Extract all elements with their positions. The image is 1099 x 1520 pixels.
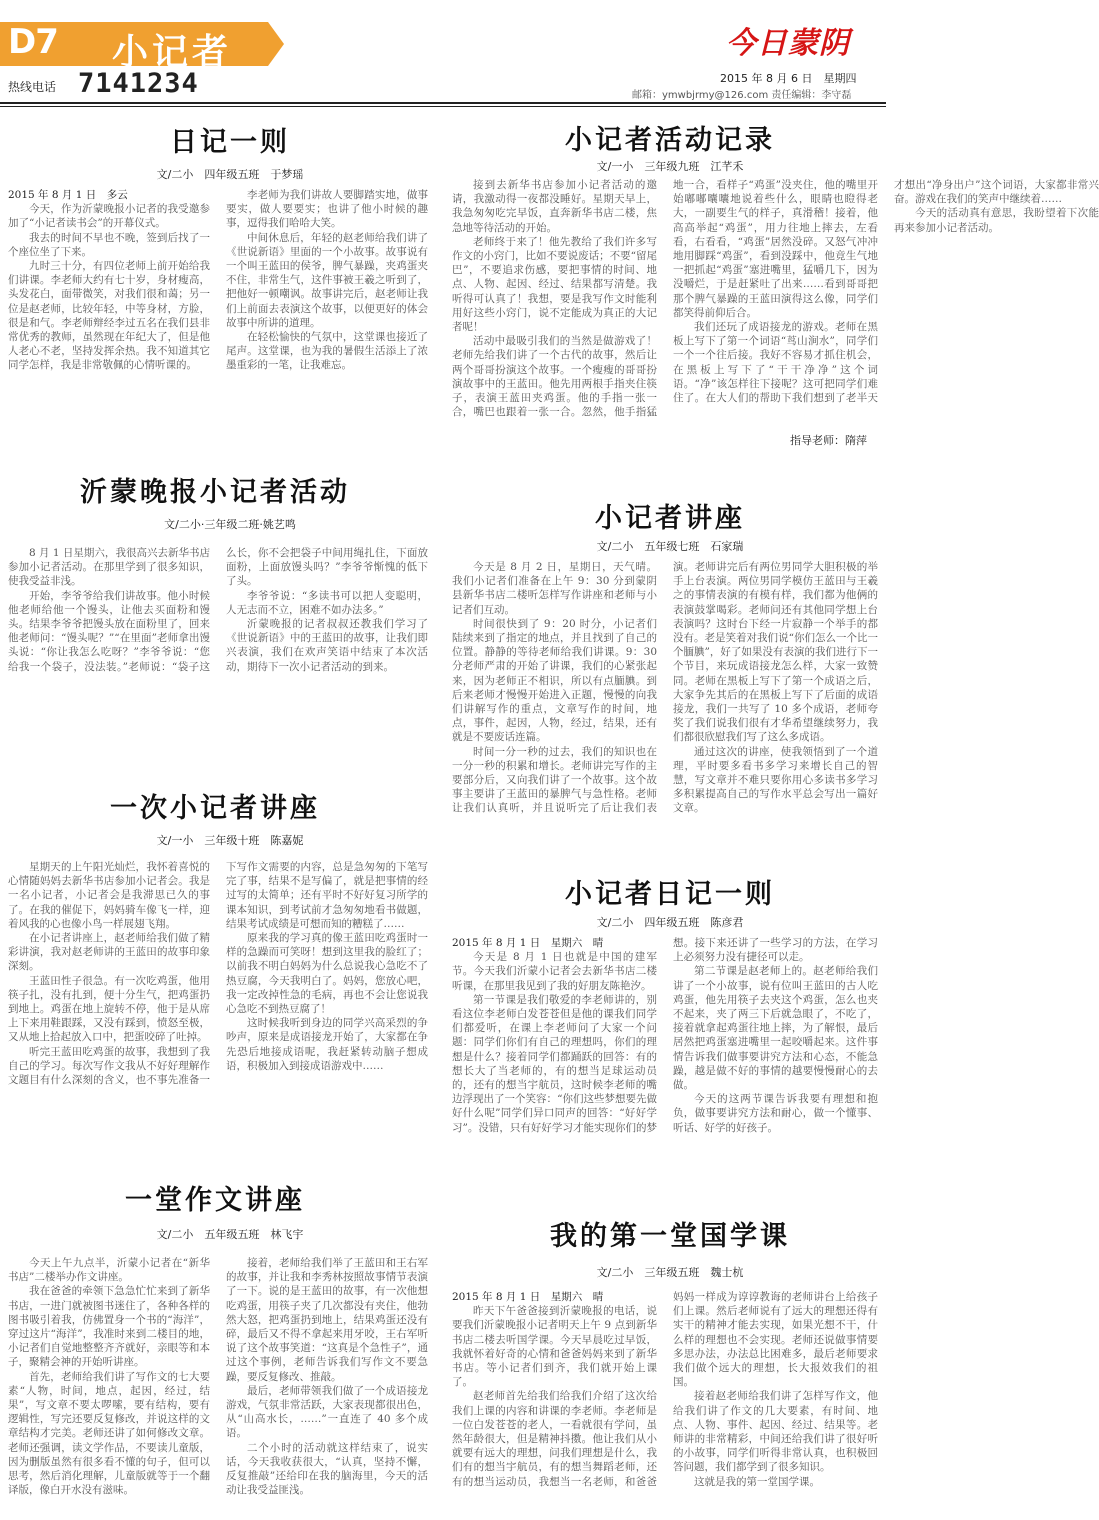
- paragraph: 我在爸爸的牵领下急急忙忙来到了新华书店，一进门就被图书迷住了，各种各样的图书吸引着我，仿佛置身一个书的“海洋”，穿过这片“海洋”，我准时来到二楼目的地，小记者们自觉地整整齐齐就好，亲眼等和本子，聚精会神的开始听讲座。: [8, 1285, 210, 1369]
- section-title: 小记者: [112, 32, 233, 73]
- paragraph: 今天上午九点半，沂蒙小记者在“新华书店”二楼举办作文讲座。: [8, 1257, 210, 1284]
- paragraph: 第二节课是赵老师上的。赵老师给我们讲了一个小故事，说有位叫王蓝田的古人吃鸡蛋，他先用筷子去夹这个鸡蛋，怎么也夹不起来，夹了两三下后就急眼了，不吃了，接着就拿起鸡蛋往地上摔，为了解恨，最后居然把鸡蛋塞进嘴里一起咬嚼起来。这件事情告诉我们做事要讲究方法和心态，不能急躁，越是做不好的事情的越要慢慢耐心的去做。: [673, 965, 878, 1092]
- paragraph: 接着，老师给我们举了王蓝田和王右军的故事，并让我和李秀林按照故事情节表演了一下。说的是王蓝田的故事，有一次他想吃鸡蛋，用筷子夹了几次都没有夹住，他勃然大怒，把鸡蛋扔到地上，结果鸡蛋还没有碎，最后又不得不拿起来用牙咬，王右军听说了这个故事笑道：“这真是个急性子”，通过这个事例，老师告诉我们写作文不要急躁，要反复修改、推敲。: [226, 1257, 428, 1383]
- paragraph: 通过这次的讲座，使我领悟到了一个道理，平时要多看书多学习来增长自己的智慧，写文章并不难只要你用心多读书多学习多积累提高自己的写作水平总会写出一篇好文章。: [673, 745, 878, 815]
- paragraph: 在轻松愉快的气氛中，这堂课也接近了尾声。这堂课，也为我的暑假生活添上了浓墨重彩的一笔，让我难忘。: [226, 331, 428, 372]
- paragraph: 王蓝田性子很急。有一次吃鸡蛋，他用筷子扎，没有扎到，便十分生气，把鸡蛋扔到地上。鸡蛋在地上旋转不停，他于是从席上下来用鞋跟踩，又没有踩到，愤怒至极，又从地上拾起放入口中，把蛋咬碎了吐掉。: [8, 974, 210, 1044]
- article-byline: 文/二小 四年级五班 陈彦君: [596, 916, 744, 929]
- paragraph: 活动中最吸引我们的当然是做游戏了！老师先给我们讲了一个古代的故事，然后让两个哥哥扮演这个故事。一个瘦瘦的哥哥扮演故事中的王蓝田。他先用两根手指夹住筷子，表演王蓝田夹鸡蛋。他的手指一张一合，嘴巴也跟着一张一合。忽然，他手指猛地一合，看样子“鸡蛋”没夹住，他的嘴里开始嘟嘟囔囔地说着些什么，眼睛也瞪得老大，一副要生气的样子，真滑稽！接着，他高高举起“鸡蛋”，用力往地上摔去，左看看，右看看，“鸡蛋”居然没碎。又怒气冲冲地用脚踩“鸡蛋”，看到没踩中，他竟生气地一把抓起“鸡蛋”塞进嘴里，猛嚼几下，因为没嚼烂，于是赶紧吐了出来……看到哥哥把那个脾气暴躁的王蓝田演得这么像，同学们都笑得前仰后合。: [452, 179, 878, 419]
- paragraph: 时间很快到了 9：20 时分，小记者们陆续来到了指定的地点，并且找到了自己的位置。静静的等待老师给我们讲课。9：30 分老师严肃的开始了讲课，我们的心紧张起来，因为老师正不相识，所以有点腼腆。到后来老师才慢慢开始进入正题，慢慢的向我们讲解写作的重点，文章写作的时间，地点，事件，起因，人物，经过，结果，还有就是不要废话连篇。: [452, 617, 657, 744]
- article-title: 日记一则: [170, 127, 290, 158]
- paragraph: 首先，老师给我们讲了写作文的七大要素“人物，时间，地点，起因，经过，结果”，写文章不要太啰嗦，要有结构，要有逻辑性，写完还要反复修改，并说这样的文章结构才完美。老师还讲了如何修改文章。老师还强调，读文学作品，不要读儿童版，因为删版虽然有很多看不懂的句子，但可以思考，然后消化理解，儿童版就等于一个翻译版，像白开水没有滋味。: [8, 1370, 210, 1497]
- paragraph: 赵老师首先给我们给我们介绍了这次给我们上课的内容和讲课的李老师。李老师是一位白发苍苍的老人，一看就很有学问，虽然年龄很大，但是精神抖擞。他让我们从小就要有远大的理想，问我们理想是什么，我们有的想当宇航员，有的想当舞蹈老师，还有的想当运动员，我想当一名老师，和爸爸妈妈一样成为谆谆教诲的老师讲台上给孩子们上课。然后老师说有了远大的理想还得有实干的精神才能去实现，如果光想不干，什么样的理想也不会实现。老师还说做事情要多思办法，办法总比困难多，最后老师要求我们做个远大的理想，长大报效我们的祖国。: [452, 1291, 878, 1488]
- article-byline: 文/一小 三年级九班 江芊禾: [596, 160, 744, 173]
- paragraph: 2015 年 8 月 1 日 星期六 晴: [452, 937, 604, 949]
- newspaper-logo: 今日蒙阴: [726, 26, 850, 61]
- paragraph: 最后，老师带领我们做了一个成语接龙游戏，气氛非常活跃，大家表现都很出色，从“山高水长，……”一直连了 40 多个成语。: [226, 1384, 428, 1440]
- paragraph: 我去的时间不早也不晚，签到后找了一个座位坐了下来。: [8, 231, 210, 258]
- article-title: 沂蒙晚报小记者活动: [80, 477, 350, 508]
- paragraph: 2015 年 8 月 1 日 多云: [8, 189, 128, 201]
- paragraph: 时间一分一秒的过去，我们的知识也在一分一秒的积累和增长。老师讲完写作的主要部分后，又向我们讲了一个故事。这个故事主要讲了王蓝田的暴脾气与急性格。老师让我们认真听，并且说听完了后让我们表演。老师讲完后有两位男同学大胆积极的举手上台表演。两位男同学模仿王蓝田与王羲之的事情表演的有模有样，我们都为他俩的表演鼓掌喝彩。老师问还有其他同学想上台表演吗？这时台下经一片寂静一个举手的都没有。老是笑着对我们说“你们怎么一个比一个腼腆”，好了如果没有表演的我们进行下一个节目，来玩成语接龙怎么样，大家一致赞同。老师在黑板上写下了第一个成语之后，大家争先其后的在黑板上写下了后面的成语接龙，我们一共写了 10 多个成语，老师夸奖了我们说我们很有才华希望继续努力，我们都很欣慰我们写了这么多成语。: [452, 561, 878, 815]
- paragraph: 今天是 8 月 1 日也就是中国的建军节。今天我们沂蒙小记者会去新华书店二楼听课，在那里我见到了我的好朋友陈艳汐。: [452, 951, 657, 992]
- hotline-number: 7141234: [78, 68, 199, 99]
- paragraph: 接着赵老师给我们讲了怎样写作文，他给我们讲了作文的几大要素，有时间、地点、人物、事件、起因、经过、结果等。老师讲的非常精彩，中间还给我们讲了很好听的小故事，同学们听得非常认真，也积极回答问题，我们都学到了很多知识。: [673, 1390, 878, 1474]
- article-byline: 文/一小 三年级十班 陈嘉妮: [156, 834, 304, 847]
- article-body: [8, 188, 428, 408]
- paragraph: 我们还玩了成语接龙的游戏。老师在黑板上写下了第一个词语“茑山涧水”，同学们一个一个往后接。我好不容易才抓住机会，在黑板上写下了“干干净净”这个词语。“净”该怎样往下接呢？这可把同学们难住了。在大人们的帮助下我们想到了老半天才想出“净身出户”这个词语，大家都非常兴奋。游戏在我们的笑声中继续着……: [673, 179, 1099, 405]
- paragraph: 听完王蓝田吃鸡蛋的故事，我想到了我自己的学习。每次写作文我从不好好理解作文题目有什么深刻的含义，也不事先准备一下写作文需要的内容，总是急匆匆的下笔写完了事，结果不是写偏了，就是把事情的经过写的太简单；还有平时不好好复习所学的课本知识，到考试前才急匆匆地看书做题，结果考试成绩是可想而知的糟糕了……: [8, 861, 428, 1087]
- paragraph: 这就是我的第一堂国学课。: [694, 1475, 820, 1488]
- paragraph: 昨天下午爸爸接到沂蒙晚报的电话，说要我们沂蒙晚报小记者明天上午 9 点到新华书店二楼去听国学课。今天早晨吃过早饭，我就怀着好奇的心情和爸爸妈妈来到了新华书店。等小记者们到齐，我们就开始上课了。: [452, 1305, 657, 1389]
- article-title: 小记者日记一则: [565, 879, 775, 910]
- paragraph: 原来我的学习真的像王蓝田吃鸡蛋时一样的急躁而可笑呀！想到这里我的脸红了；以前我不明白妈妈为什么总说我心急吃不了热豆腐，今天我明白了。妈妈，您放心吧，我一定改掉性急的毛病，再也不会让您说我心急吃不到热豆腐了！: [226, 932, 428, 1016]
- article-title: 小记者活动记录: [565, 125, 775, 156]
- article-byline: 文/二小 三年级五班 魏士杭: [596, 1266, 744, 1279]
- article-byline: 文/二小 四年级五班 于梦瑶: [156, 168, 304, 181]
- paragraph: 这时候我听到身边的同学兴高采烈的争吵声，原来是成语接龙开始了，大家都在争先恐后地接成语呢，我赶紧转动脑子想成语，积极加入到接成语游戏中……: [226, 1017, 428, 1072]
- masthead-rule: [0, 102, 886, 104]
- paragraph: 今天，作为沂蒙晚报小记者的我受邀参加了“小记者读书会”的开幕仪式。: [8, 203, 210, 230]
- article-title: 小记者讲座: [595, 503, 745, 534]
- article-title: 我的第一堂国学课: [550, 1221, 790, 1252]
- article-body: [452, 178, 1099, 426]
- paragraph: 今天是 8 月 2 日，星期日，天气晴。我们小记者们准备在上午 9：30 分到蒙阴县新华书店二楼听怎样写作讲座和老师与小记者们互动。: [452, 561, 657, 616]
- paragraph: 李爷爷说：“多读书可以把人变聪明，人无志而不立，困难不如办法多。”: [226, 589, 428, 616]
- paragraph: 8 月 1 日星期六，我很高兴去新华书店参加小记者活动。在那里学到了很多知识，使我受益非浅。: [8, 547, 210, 588]
- article-title: 一堂作文讲座: [125, 1185, 305, 1216]
- article-body: [452, 1290, 878, 1516]
- paragraph: 接到去新华书店参加小记者活动的邀请，我激动得一夜都没睡好。星期天早上，我急匆匆吃完早饭，直奔新华书店二楼，焦急地等待活动的开始。: [452, 179, 657, 234]
- article-body: [8, 1256, 428, 1516]
- article-byline: 文/二小 五年级七班 石家瑞: [596, 540, 744, 553]
- paragraph: 李老师为我们讲故人要脚踏实地，做事要实，做人要要实；也讲了他小时候的趣事，逗得我们哈哈大笑。: [226, 189, 428, 230]
- hotline-label: 热线电话: [8, 80, 57, 94]
- issue-date: 2015 年 8 月 6 日 星期四: [720, 72, 857, 85]
- teacher-credit: 指导老师：隋萍: [790, 434, 867, 447]
- masthead-rule-thin: [0, 106, 886, 107]
- editor-info: 邮箱：ymwbjrmy@126.com 责任编辑：李守磊: [632, 90, 852, 101]
- paragraph: 沂蒙晚报的记者叔叔还教我们学习了《世说新语》中的王蓝田的故事，让我们即兴表演，我们在欢声笑语中结束了本次活动，期待下一次小记者活动的到来。: [226, 618, 428, 673]
- paragraph: 开始，李爷爷给我们讲故事。他小时候他老师给他一个馒头，让他去买面粉和馒头。结果李爷爷把馒头放在面粉里了，回来他老师问：“馒头呢？”“在里面”老师拿出馒头说：“你让我怎么吃呀？”李爷爷说：“您给我一个袋子，没法装。”老师说：“袋子这么长，你不会把袋子中间用绳扎住，下面放面粉，上面放馒头吗？”李爷爷惭愧的低下了头。: [8, 547, 428, 673]
- paragraph: 在小记者讲座上，赵老师给我们做了精彩讲演，我对赵老师讲的王蓝田的故事印象深刻。: [8, 932, 210, 973]
- paragraph: 第一节课是我们敬爱的李老师讲的，别看这位李老师白发苍苍但是他的课我们同学们都爱听，在课上李老师问了大家一个问题：同学们你们有自己的理想吗，你们的理想是什么？接着同学们都踊跃的回答：有的想长大了当老师的，有的想当足球运动员的，还有的想当宇航员，这时候李老师的嘴边浮现出了一个笑容：“你们这些梦想要先做好什么呢”同学们异口同声的回答：“好好学习”。没错，只有好好学习才能实现你们的梦想。接下来还讲了一些学习的方法，在学习上必须努力没有捷径可以走。: [452, 937, 878, 1134]
- article-title: 一次小记者讲座: [110, 793, 320, 824]
- paragraph: 2015 年 8 月 1 日 星期六 晴: [452, 1291, 604, 1303]
- paragraph: 老师终于来了！他先教给了我们许多写作文的小窍门，比如不要说废话；不要“留尾巴”，不要追求伤感，要把事情的时间、地点、人物、起因、经过、结果都写清楚。我听得可认真了！我想，要是我写作文时能利用好这些小窍门，说不定能成为真正的大记者呢！: [452, 235, 657, 334]
- article-byline: 文/二小 五年级五班 林飞宇: [156, 1228, 304, 1241]
- article-body: [452, 560, 878, 816]
- article-body: [8, 860, 428, 1108]
- paragraph: 今天的活动真有意思，我盼望着下次能再来参加小记者活动。: [894, 207, 1099, 234]
- paragraph: 九时三十分，有四位老师上前开始给我们讲课。李老师大约有七十岁，身材瘦高，头发花白，面带微笑，对我们很和蔼；另一位是赵老师，比较年轻，中等身材，方脸，很是和气。李老师辩经李过五名在我们县非常优秀的教师，虽然现在年纪大了，但是他人老心不老，坚持发挥余热。我不知道其它同学怎样，我是非常敬佩的心情听课的。: [8, 260, 210, 372]
- paragraph: 星期天的上午阳光灿烂，我怀着喜悦的心情随妈妈去新华书店参加小记者会。我是一名小记者，小记者会是我滞思已久的事了。在我的催促下，妈妈骑车像飞一样，迎着风我的心也像小鸟一样展翅飞翔。: [8, 861, 210, 930]
- paragraph: 中间休息后，年轻的赵老师给我们讲了《世说新语》里面的一个小故事。故事说有一个叫王蓝田的侯爷，脾气暴躁，夹鸡蛋夹不住，非常生气，这件事被王羲之听到了，把他好一顿嘲讽。故事讲完后，赵老师让我们上前面去表演这个故事，以便更好的体会故事中所讲的道理。: [226, 231, 428, 329]
- article-body: [452, 936, 878, 1150]
- page-number: D7: [8, 22, 58, 62]
- paragraph: 今天的这两节课告诉我要有理想和抱负，做事要讲究方法和耐心，做一个懂事、听话、好学的好孩子。: [673, 1093, 878, 1134]
- article-body: [8, 546, 428, 714]
- paragraph: 二个小时的活动就这样结束了，说实话，今天我收获很大，“认真，坚持不懈，反复推敲”还给印在我的脑海里，今天的活动让我受益匪浅。: [226, 1441, 428, 1497]
- article-byline: 文/二小·三年级二班·姚艺鸣: [164, 518, 296, 531]
